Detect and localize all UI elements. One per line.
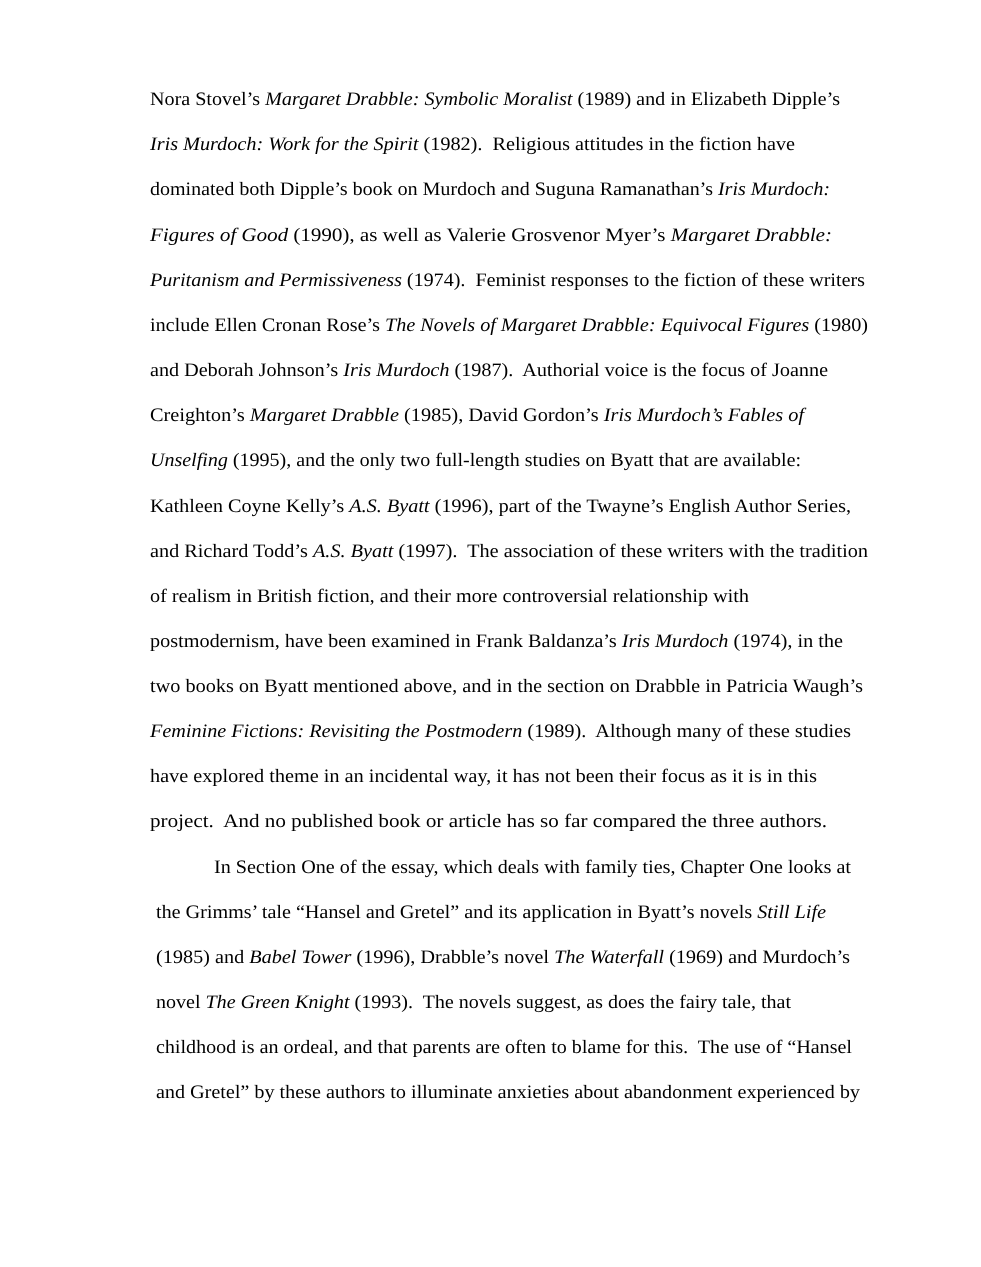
text-line <box>150 720 851 744</box>
text-run: (1985) and <box>156 947 250 968</box>
text-run: dominated both Dipple’s book on Murdoch and Suguna Ramanathan’s <box>150 179 719 200</box>
italic-title: A.S. Byatt <box>349 496 430 517</box>
text-run: (1982). Religious attitudes in the fiction have <box>418 134 795 155</box>
text-run: and Gretel” by these authors to illuminate anxieties about abandonment experienced by <box>156 1082 860 1103</box>
italic-title: Margaret Drabble: <box>670 225 833 246</box>
text-run: Creighton’s <box>150 405 250 426</box>
text-run: (1974), in the <box>728 631 844 652</box>
text-line <box>150 495 851 519</box>
italic-title: Iris Murdoch’s Fables of <box>603 405 804 426</box>
italic-title: Iris Murdoch: Work for the Spirit <box>150 134 419 155</box>
text-line <box>156 991 791 1015</box>
text-run: (1969) and Murdoch’s <box>664 947 850 968</box>
text-run: (1993). The novels suggest, as does the fairy tale, that <box>349 992 792 1013</box>
italic-title: Margaret Drabble: Symbolic Moralist <box>265 89 573 110</box>
text-line <box>150 359 828 383</box>
text-line <box>150 765 817 789</box>
italic-title: Still Life <box>757 902 827 923</box>
text-line <box>150 630 843 654</box>
italic-title: Babel Tower <box>249 947 352 968</box>
text-run: (1990), as well as Valerie Grosvenor Myer’s <box>288 225 671 246</box>
text-line <box>150 404 804 428</box>
text-run: project. And no published book or article has so far compared the three authors. <box>150 811 827 832</box>
text-line <box>150 540 868 564</box>
text-line <box>156 1036 852 1060</box>
text-run: (1974). Feminist responses to the fiction of these writers <box>401 270 865 291</box>
paragraph-first-line <box>214 856 851 880</box>
text-run: include Ellen Cronan Rose’s <box>150 315 386 336</box>
text-run: of realism in British fiction, and their more controversial relationship with <box>150 586 749 607</box>
text-line <box>150 133 795 157</box>
text-line <box>150 88 840 112</box>
italic-title: Iris Murdoch <box>621 631 729 652</box>
italic-title: The Green Knight <box>205 992 350 1013</box>
text-line <box>150 314 868 338</box>
italic-title: Feminine Fictions: Revisiting the Postmodern <box>150 721 523 742</box>
text-run: and Richard Todd’s <box>150 541 313 562</box>
italic-title: Iris Murdoch <box>343 360 450 381</box>
italic-title: Figures of Good <box>150 225 289 246</box>
text-run: have explored theme in an incidental way, it has not been their focus as it is in this <box>150 766 818 787</box>
text-run: (1980) <box>809 315 869 336</box>
text-line <box>156 946 850 970</box>
text-line <box>156 901 826 925</box>
text-run: childhood is an ordeal, and that parents are often to blame for this. The use of “Hansel <box>156 1037 852 1058</box>
text-run: (1996), part of the Twayne’s English Author Series, <box>429 496 852 517</box>
italic-title: Margaret Drabble <box>249 405 399 426</box>
text-run: In Section One of the essay, which deals with family ties, Chapter One looks at <box>214 857 852 878</box>
text-run: novel <box>156 992 206 1013</box>
text-run: and Deborah Johnson’s <box>150 360 344 381</box>
text-line <box>150 810 827 834</box>
text-line <box>150 675 863 699</box>
text-run: (1995), and the only two full-length studies on Byatt that are available: <box>227 450 802 471</box>
text-line <box>150 585 749 609</box>
text-run: (1985), David Gordon’s <box>398 405 604 426</box>
italic-title: The Novels of Margaret Drabble: Equivocal Figures <box>385 315 810 336</box>
italic-title: The Waterfall <box>554 947 665 968</box>
text-run: the Grimms’ tale “Hansel and Gretel” and its application in Byatt’s novels <box>156 902 758 923</box>
text-run: (1989). Although many of these studies <box>522 721 851 742</box>
text-run: (1989) and in Elizabeth Dipple’s <box>572 89 841 110</box>
text-line <box>150 269 865 293</box>
italic-title: Puritanism and Permissiveness <box>150 270 402 291</box>
text-line <box>150 224 832 248</box>
text-run: two books on Byatt mentioned above, and in the section on Drabble in Patricia Waugh’s <box>150 676 864 697</box>
text-run: (1996), Drabble’s novel <box>351 947 555 968</box>
text-line <box>150 449 801 473</box>
text-line <box>150 178 830 202</box>
italic-title: A.S. Byatt <box>312 541 394 562</box>
text-run: (1997). The association of these writers with the tradition <box>393 541 868 562</box>
text-line <box>156 1081 860 1105</box>
italic-title: Iris Murdoch: <box>718 179 831 200</box>
text-run: postmodernism, have been examined in Frank Baldanza’s <box>150 631 622 652</box>
text-run: Nora Stovel’s <box>150 89 266 110</box>
text-run: (1987). Authorial voice is the focus of Joanne <box>449 360 829 381</box>
italic-title: Unselfing <box>150 450 228 471</box>
text-run: Kathleen Coyne Kelly’s <box>150 496 350 517</box>
